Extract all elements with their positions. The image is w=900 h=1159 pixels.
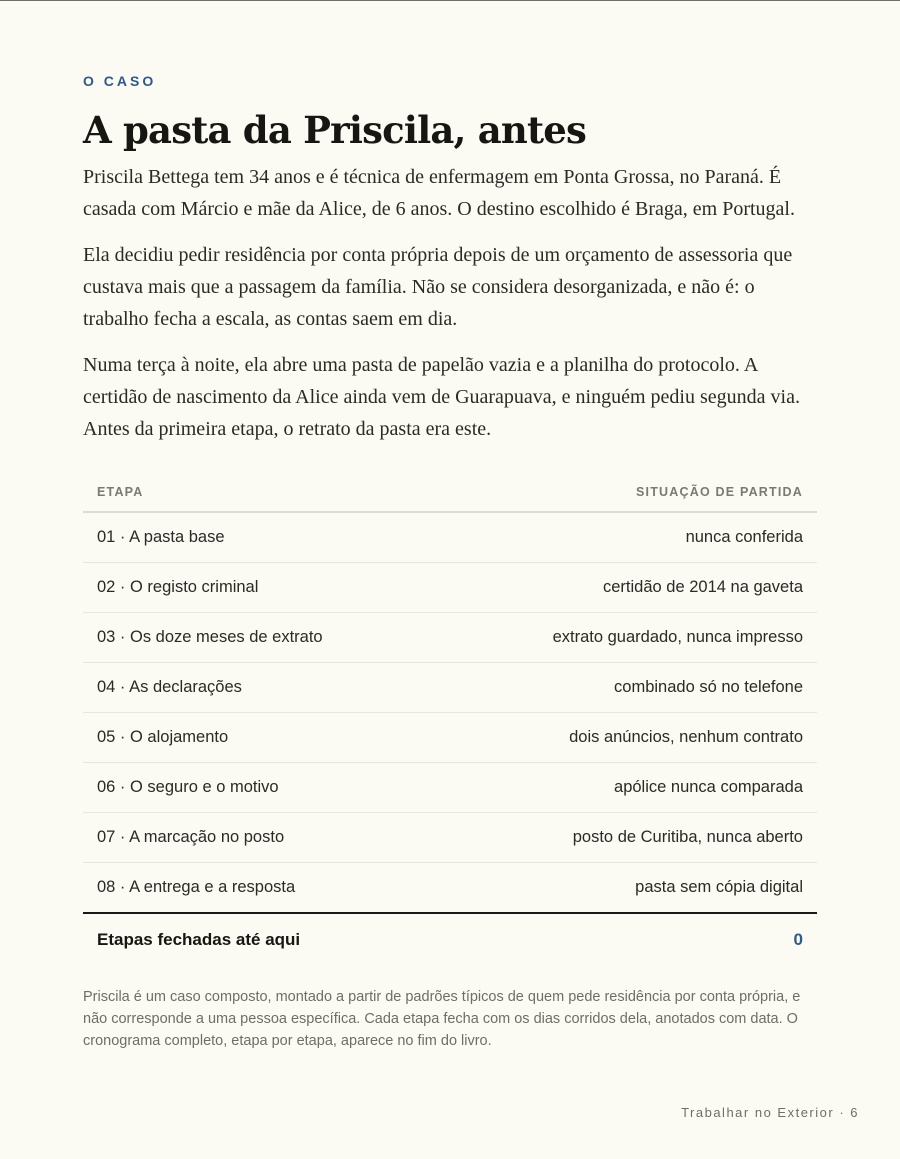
table-row: [83, 513, 817, 563]
table-header: [83, 472, 817, 513]
row-status: posto de Curitiba, nunca aberto: [572, 828, 803, 846]
page-footer: Trabalhar no Exterior · 6: [681, 1105, 859, 1120]
table-row: [83, 663, 817, 713]
row-status: nunca conferida: [685, 528, 803, 546]
body-text: [83, 161, 823, 459]
table-row: [83, 763, 817, 813]
row-step: 04 · As declarações: [97, 678, 242, 696]
header-status: SITUAÇÃO DE PARTIDA: [635, 484, 803, 499]
table-row: [83, 563, 817, 613]
paragraph: Priscila Bettega tem 34 anos e é técnica de enfermagem em Ponta Grossa, no Paraná. É casada com Márcio e mãe da Alice, de 6 anos. O destino escolhido é Braga, em Portugal.: [83, 166, 795, 220]
table-total-row: [83, 914, 817, 966]
row-status: dois anúncios, nenhum contrato: [569, 728, 803, 746]
row-status: certidão de 2014 na gaveta: [603, 578, 803, 596]
table-row: [83, 613, 817, 663]
table-row: [83, 813, 817, 863]
footnote: Priscila é um caso composto, montado a partir de padrões típicos de quem pede residência por conta própria, e não corresponde a uma pessoa específica. Cada etapa fecha com os dias corridos dela, anotados com data. O cronograma completo, etapa por etapa, aparece no fim do livro.: [83, 989, 801, 1049]
paragraph: Numa terça à noite, ela abre uma pasta de papelão vazia e a planilha do protocolo. A certidão de nascimento da Alice ainda vem de Guarapuava, e ninguém pediu segunda via. Antes da primeira etapa, o retrato da pasta era este.: [83, 354, 800, 440]
top-rule: [0, 0, 900, 1]
total-value: 0: [793, 930, 803, 949]
row-status: apólice nunca comparada: [614, 778, 803, 796]
row-step: 06 · O seguro e o motivo: [97, 778, 279, 796]
row-status: extrato guardado, nunca impresso: [552, 628, 803, 646]
row-step: 01 · A pasta base: [97, 528, 225, 546]
row-step: 07 · A marcação no posto: [97, 828, 285, 846]
table-row: [83, 863, 817, 914]
row-step: 08 · A entrega e a resposta: [97, 878, 296, 896]
row-status: pasta sem cópia digital: [635, 878, 803, 896]
page-title: A pasta da Priscila, antes: [83, 108, 587, 152]
total-label: Etapas fechadas até aqui: [97, 930, 301, 949]
table-row: [83, 713, 817, 763]
steps-table: [83, 472, 817, 966]
row-step: 02 · O registo criminal: [97, 578, 259, 596]
paragraph: Ela decidiu pedir residência por conta própria depois de um orçamento de assessoria que custava mais que a passagem da família. Não se considera desorganizada, e não é: o trabalho fecha a escala, as contas saem em dia.: [83, 244, 793, 330]
row-status: combinado só no telefone: [614, 678, 803, 696]
row-step: 05 · O alojamento: [97, 728, 229, 746]
row-step: 03 · Os doze meses de extrato: [97, 628, 323, 646]
section-kicker: O CASO: [83, 73, 157, 89]
header-step: ETAPA: [97, 484, 144, 499]
